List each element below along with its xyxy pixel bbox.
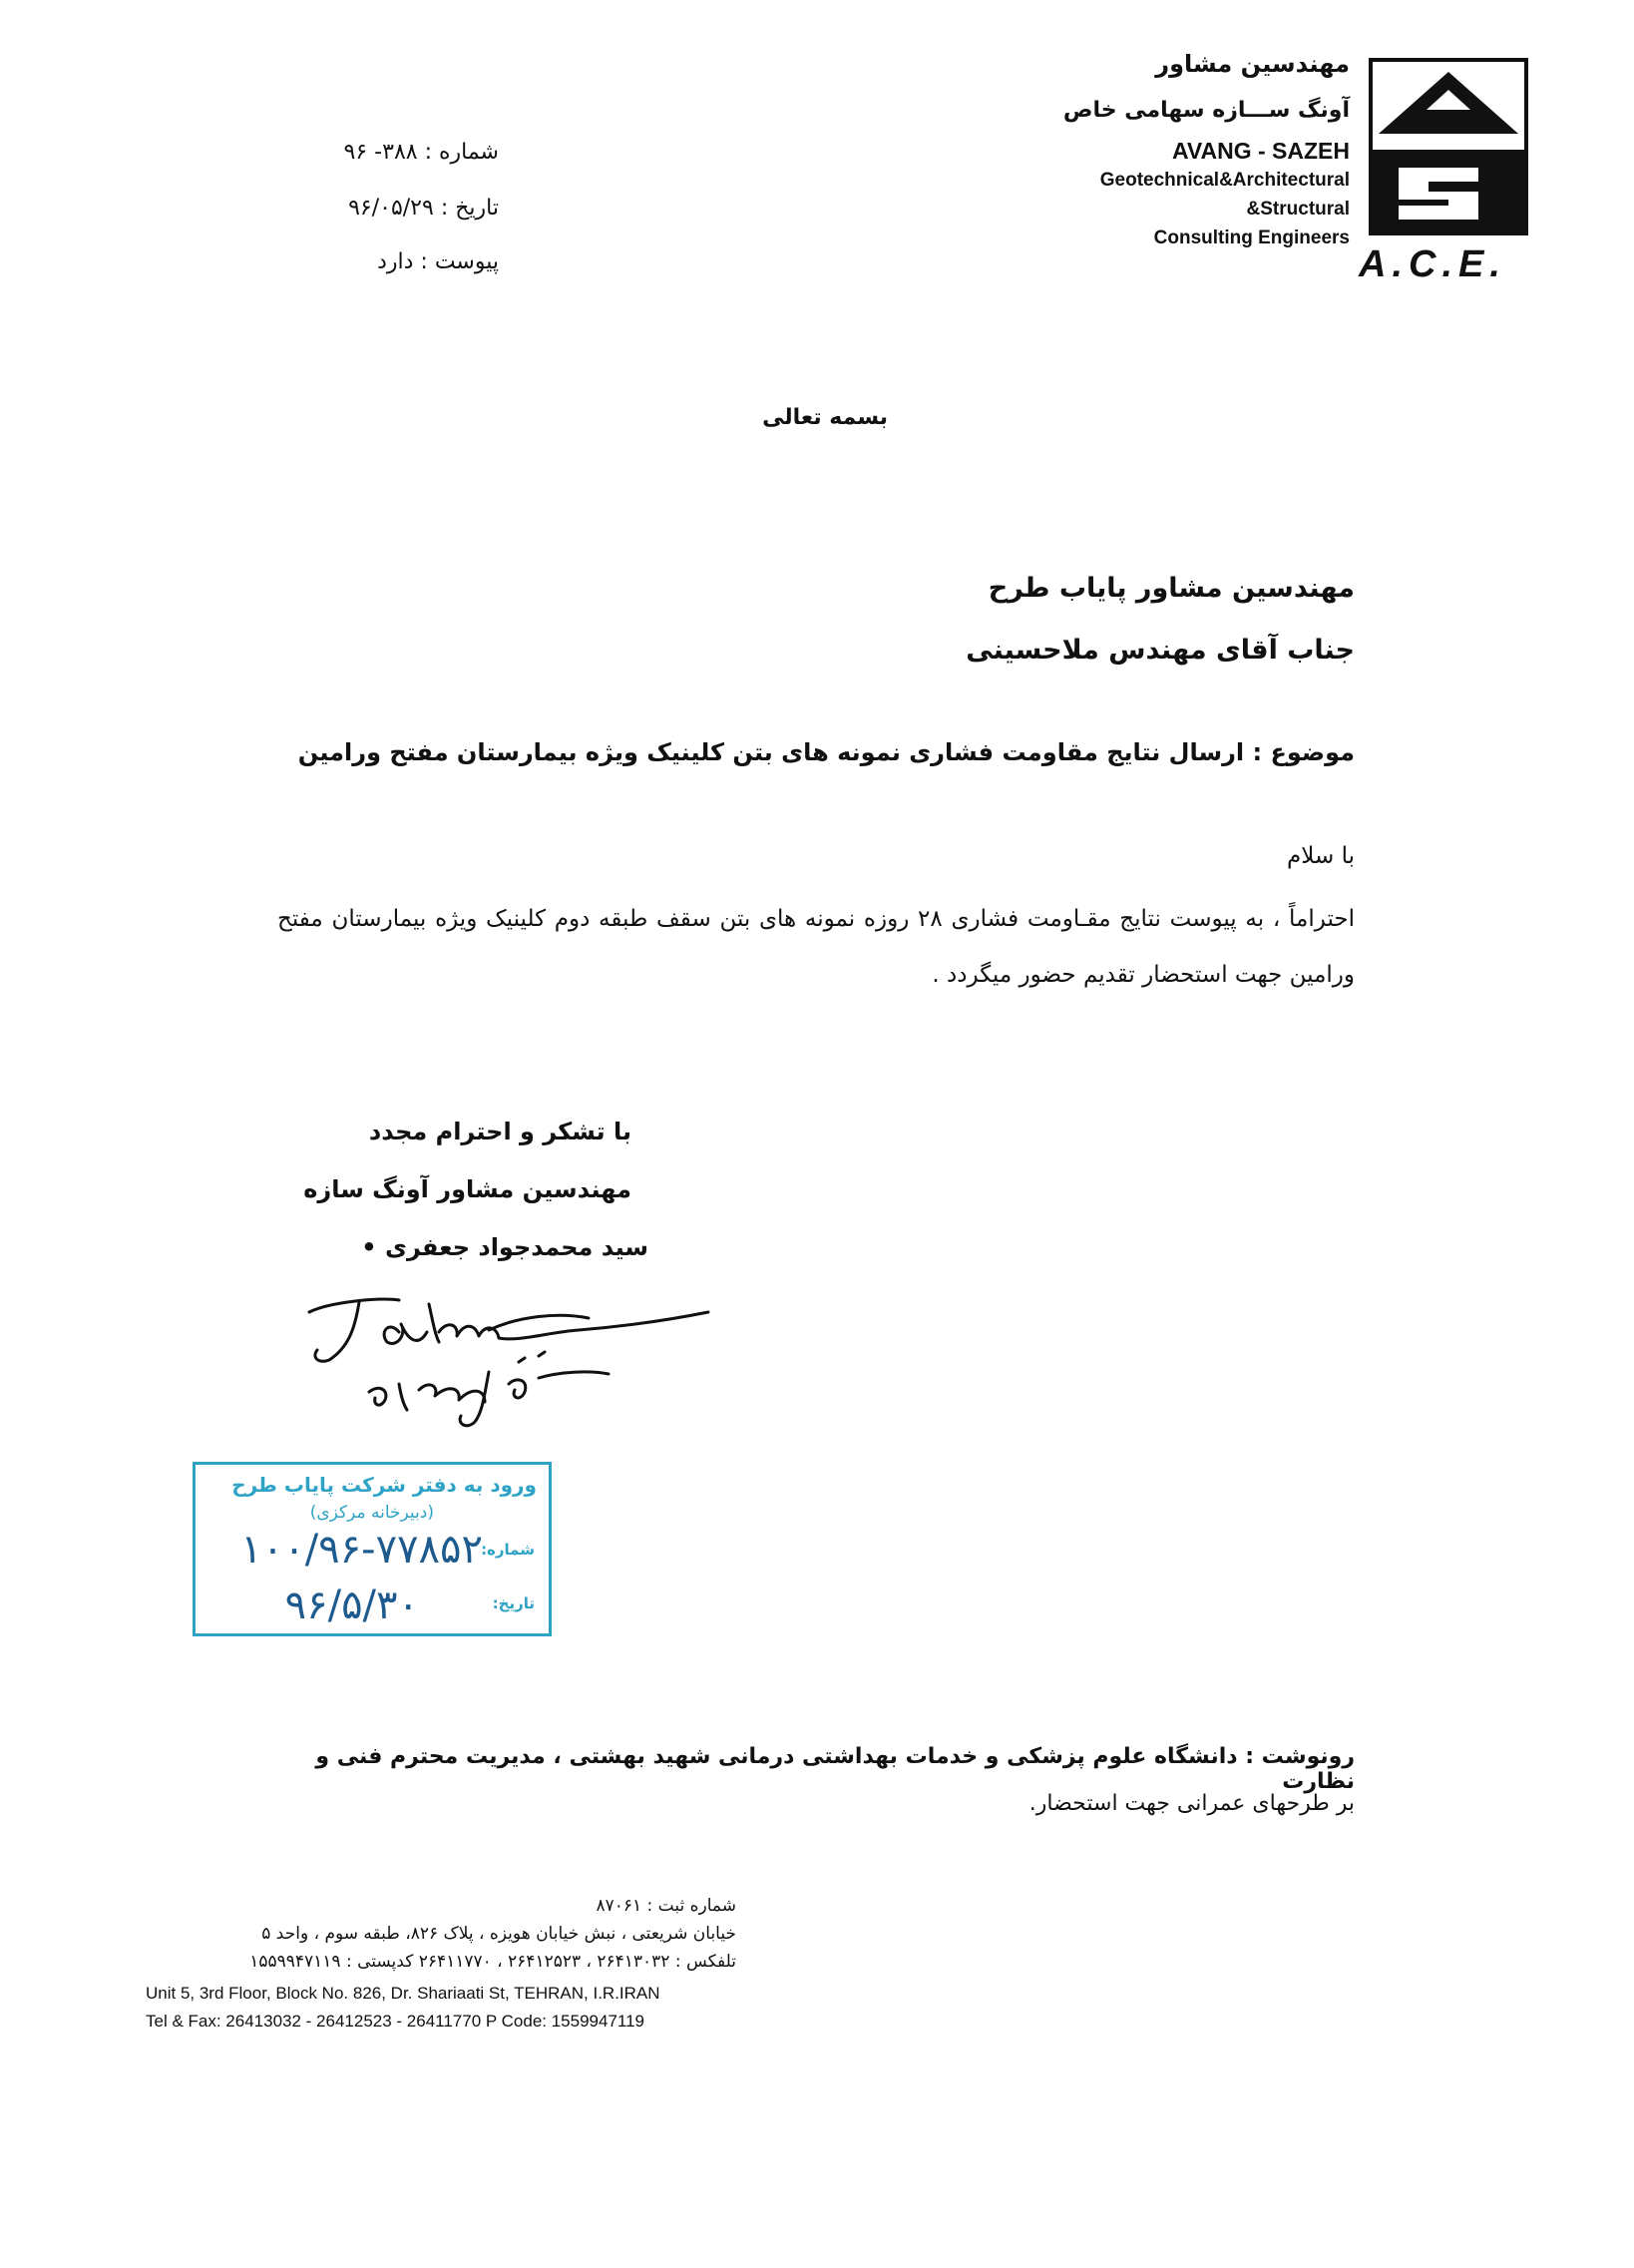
reference-attachment	[269, 249, 499, 274]
stamp-date-label: تاریخ:	[492, 1594, 535, 1612]
signatory-name: سید محمدجواد جعفری	[384, 1233, 648, 1261]
closing-company: مهندسین مشاور آونگ سازه	[303, 1175, 631, 1203]
company-subname-fa: آونگ ســـازه سهامی خاص	[1062, 98, 1350, 123]
cc-recipient: دانشگاه علوم پزشکی و خدمات بهداشتی درمانی شهید بهشتی ، مدیریت محترم فنی و نظارت	[315, 1744, 1355, 1794]
handwritten-signature	[289, 1272, 728, 1437]
footer-tel-en: Tel & Fax: 26413032 - 26412523 - 26411770 P Code: 1559947119	[146, 2012, 645, 2031]
company-name-en: AVANG - SAZEH	[1171, 138, 1350, 164]
stamp-number-value: ۱۰۰/۹۶-۷۷۸۵۲	[240, 1527, 483, 1573]
footer-address-en: Unit 5, 3rd Floor, Block No. 826, Dr. Shariaati St, TEHRAN, I.R.IRAN	[146, 1984, 660, 2003]
logo-abbreviation: A.C.E.	[1359, 243, 1506, 285]
reference-number-label: شماره :	[424, 140, 499, 165]
company-tagline-3: Consulting Engineers	[1153, 227, 1350, 248]
greeting: با سلام	[1287, 843, 1355, 869]
letter-body: احتراماً ، به پیوست نتایج مقـاومت فشاری ۲۸ روزه نمونه های بتن سقف طبقه دوم کلینیک ویژه بیمارستان مفتح ورامین جهت استحضار تقدیم حضور میگردد .	[277, 906, 1356, 988]
stamp-date-value: ۹۶/۵/۳۰	[284, 1583, 419, 1628]
reference-number-value: ۳۸۸- ۹۶	[343, 140, 418, 165]
addressee-person: جناب آقای مهندس ملاحسینی	[966, 635, 1355, 666]
company-tagline-2: &Structural	[1246, 199, 1350, 220]
cc-line-2: بر طرحهای عمرانی جهت استحضار.	[1028, 1791, 1355, 1816]
stamp-title: ورود به دفتر شرکت پایاب طرح	[231, 1473, 537, 1497]
reference-attachment-value: دارد	[377, 249, 414, 274]
cc-line-1	[237, 1744, 1355, 1794]
reference-date	[269, 196, 499, 221]
stamp-subtitle: (دبیرخانه مرکزی)	[309, 1503, 434, 1523]
cc-label: رونوشت :	[1245, 1744, 1355, 1769]
company-logo	[1369, 58, 1528, 235]
letter-subject: موضوع : ارسال نتایج مقاومت فشاری نمونه های بتن کلینیک ویژه بیمارستان مفتح ورامین	[297, 738, 1355, 766]
footer-tel-fa: تلفکس : ۲۶۴۱۳۰۳۲ ، ۲۶۴۱۲۵۲۳ ، ۲۶۴۱۱۷۷۰ کدپستی : ۱۵۵۹۹۴۷۱۱۹	[249, 1952, 736, 1972]
signatory-bullet: •	[361, 1233, 385, 1261]
company-name-fa: مهندسین مشاور	[1155, 50, 1350, 78]
addressee-company: مهندسین مشاور پایاب طرح	[988, 573, 1355, 604]
footer-registration: شماره ثبت : ۸۷۰۶۱	[596, 1896, 736, 1916]
received-stamp	[193, 1462, 552, 1636]
stamp-number-label: شماره:	[481, 1541, 535, 1559]
company-tagline-1: Geotechnical&Architectural	[1099, 170, 1350, 191]
reference-attachment-label: پیوست :	[420, 249, 499, 274]
reference-date-label: تاریخ :	[440, 196, 499, 221]
reference-date-value: ۹۶/۰۵/۲۹	[348, 196, 434, 221]
footer-address-fa: خیابان شریعتی ، نبش خیابان هویزه ، پلاک ۸۲۶، طبقه سوم ، واحد ۵	[261, 1924, 736, 1944]
invocation: بسمه تعالی	[762, 405, 888, 430]
closing-regards: با تشکر و احترام مجدد	[368, 1118, 631, 1145]
reference-number	[269, 140, 499, 165]
closing-signatory	[361, 1233, 648, 1261]
